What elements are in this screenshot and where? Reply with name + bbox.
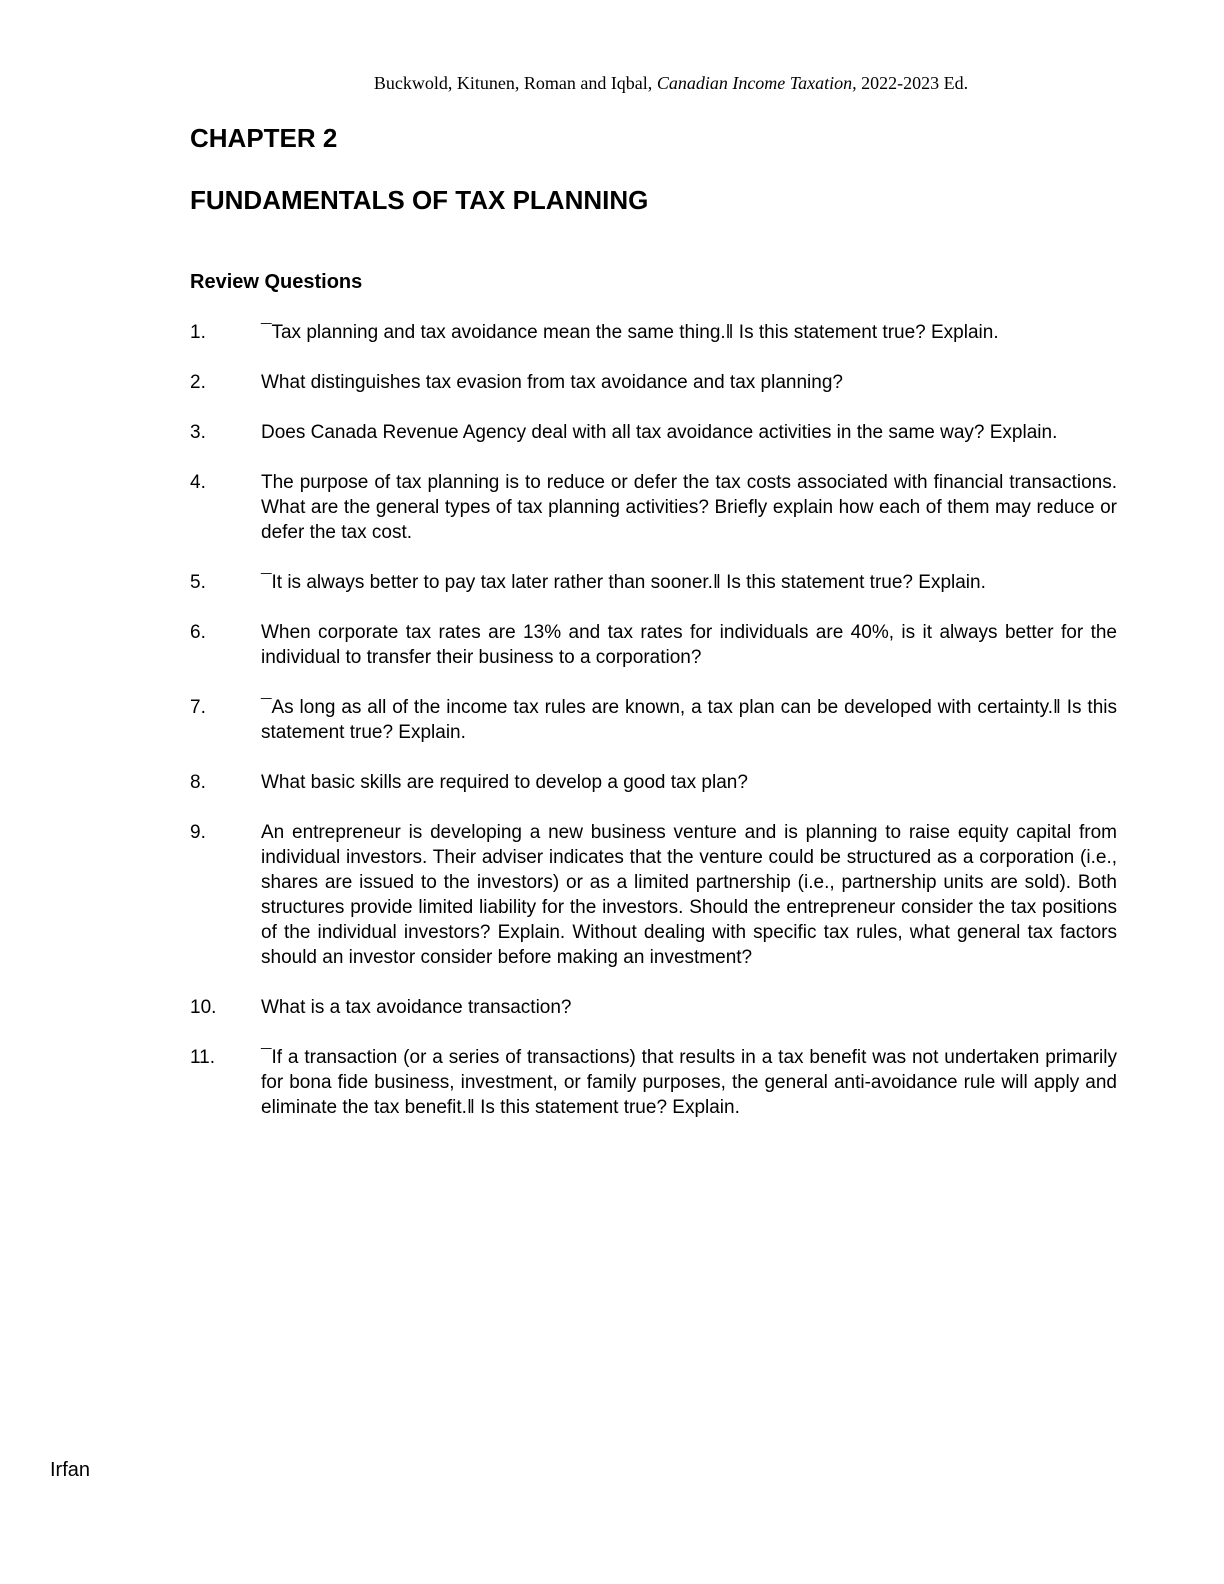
question-text: An entrepreneur is developing a new business venture and is planning to raise equity capital from individual investors. Their adviser indicates that the venture could be structured as a corporation (i.e., shares are issued to the investors) or as a limited partnership (i.e., partnership units are sold). Both structures provide limited liability for the investors. Should the entrepreneur consider the tax positions of the individual investors? Explain. Without dealing with specific tax rules, what general tax factors should an investor consider before making an investment? <box>261 822 1117 968</box>
question-text: What basic skills are required to develop a good tax plan? <box>261 772 748 793</box>
question-number: 2. <box>190 372 206 393</box>
question-text: ¯As long as all of the income tax rules are known, a tax plan can be developed with certainty.‖ Is this statement true? Explain. <box>261 697 1117 743</box>
header-edition: 2022-2023 Ed. <box>861 73 969 93</box>
review-question <box>190 1045 1117 1120</box>
question-text: ¯Tax planning and tax avoidance mean the same thing.‖ Is this statement true? Explain. <box>261 322 999 343</box>
question-number: 10. <box>190 997 217 1018</box>
review-question <box>190 820 1117 970</box>
question-text: ¯If a transaction (or a series of transactions) that results in a tax benefit was not undertaken primarily for bona fide business, investment, or family purposes, the general anti-avoidance rule will apply and eliminate the tax benefit.‖ Is this statement true? Explain. <box>261 1047 1117 1118</box>
question-text: Does Canada Revenue Agency deal with all tax avoidance activities in the same way? Explain. <box>261 422 1058 443</box>
review-question <box>190 620 1117 670</box>
running-header <box>0 72 1224 94</box>
header-authors: Buckwold, Kitunen, Roman and Iqbal, <box>373 73 653 93</box>
question-number: 9. <box>190 822 206 843</box>
question-number: 11. <box>190 1047 216 1068</box>
question-text: The purpose of tax planning is to reduce or defer the tax costs associated with financial transactions. What are the general types of tax planning activities? Briefly explain how each of them may reduce or defer the tax cost. <box>261 472 1117 543</box>
review-question <box>190 320 1117 345</box>
review-question <box>190 695 1117 745</box>
question-text: What distinguishes tax evasion from tax avoidance and tax planning? <box>261 372 843 393</box>
review-question <box>190 570 1117 595</box>
question-number: 6. <box>190 622 206 643</box>
question-number: 7. <box>190 697 206 718</box>
question-number: 4. <box>190 472 206 493</box>
review-question <box>190 770 1117 795</box>
review-question-list <box>190 320 1117 1145</box>
review-question <box>190 995 1117 1020</box>
header-book-title: Canadian Income Taxation, <box>656 73 857 93</box>
question-text: When corporate tax rates are 13% and tax rates for individuals are 40%, is it always better for the individual to transfer their business to a corporation? <box>261 622 1117 668</box>
section-heading: Review Questions <box>190 271 363 293</box>
question-number: 8. <box>190 772 206 793</box>
question-number: 5. <box>190 572 206 593</box>
page-footer: Irfan <box>50 1459 91 1481</box>
chapter-title: FUNDAMENTALS OF TAX PLANNING <box>190 185 649 215</box>
question-number: 3. <box>190 422 206 443</box>
question-number: 1. <box>190 322 206 343</box>
review-question <box>190 420 1117 445</box>
review-question <box>190 370 1117 395</box>
review-question <box>190 470 1117 545</box>
question-text: What is a tax avoidance transaction? <box>261 997 572 1018</box>
question-text: ¯It is always better to pay tax later rather than sooner.‖ Is this statement true? Explain. <box>261 572 986 593</box>
chapter-heading: CHAPTER 2 <box>190 123 338 153</box>
